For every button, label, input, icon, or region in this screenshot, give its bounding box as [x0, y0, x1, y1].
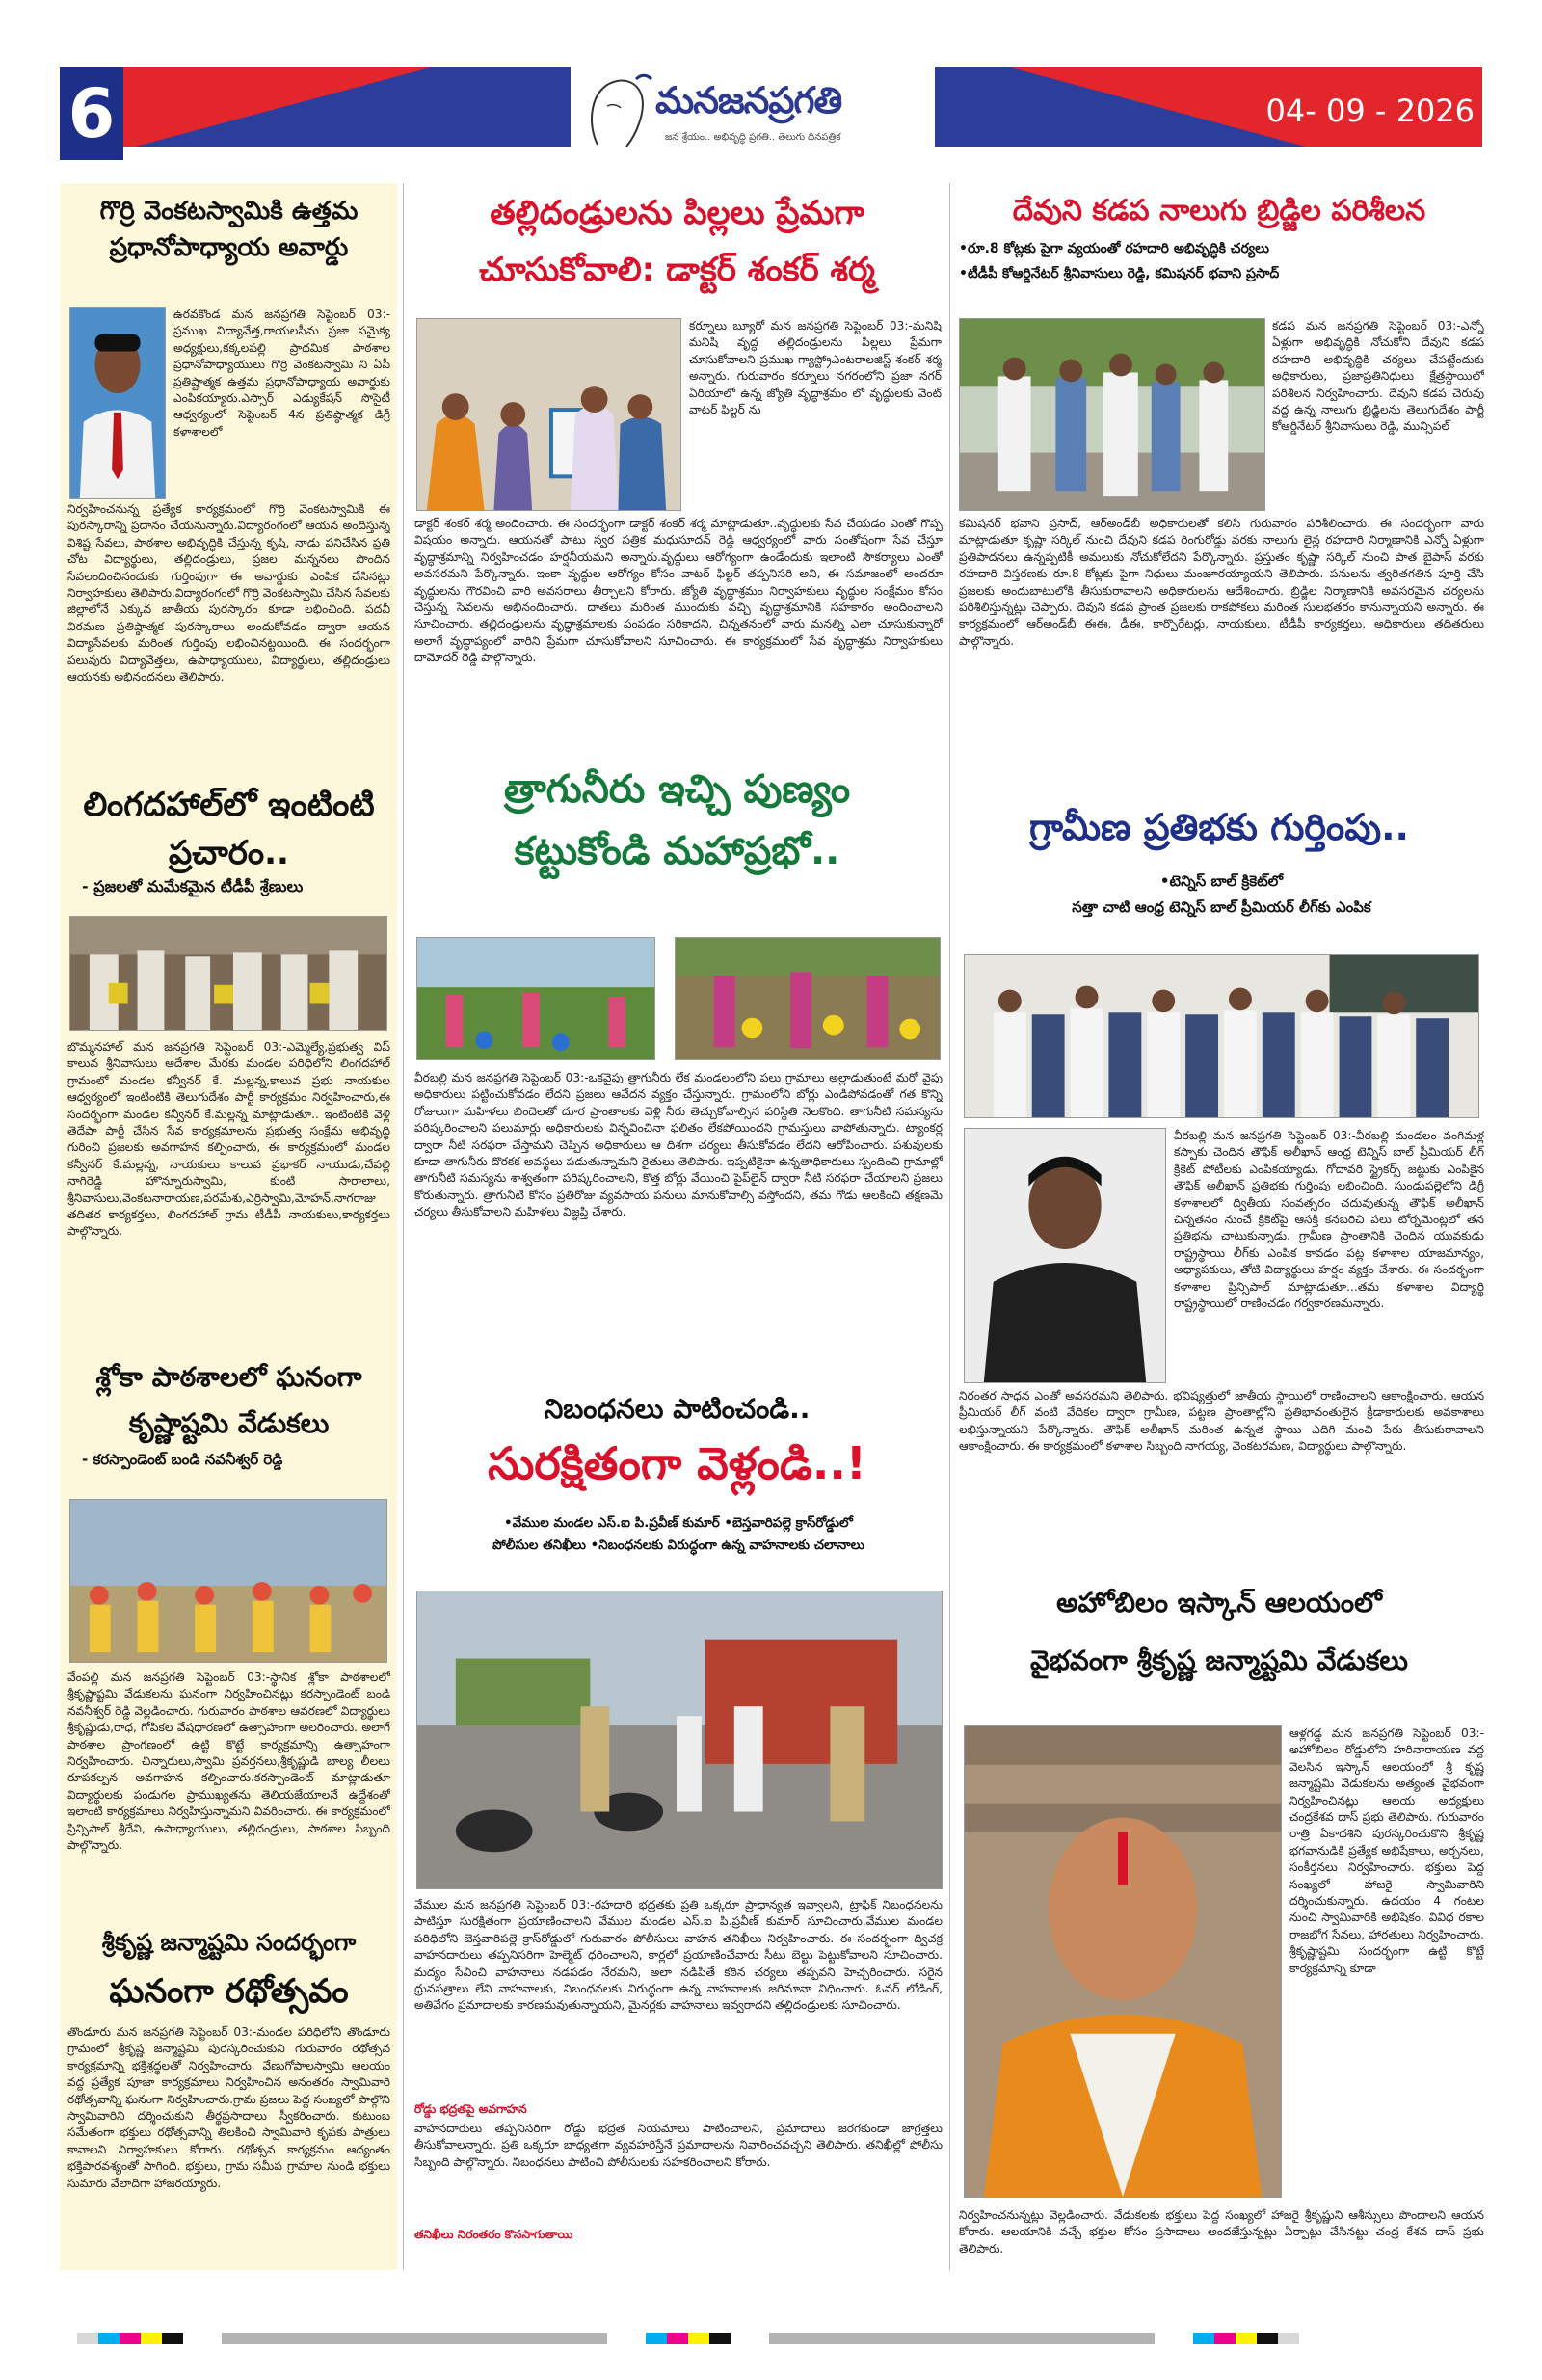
- shloka-subhead: - కరస్పాండెంట్ బండి నవనీశ్వర్ రెడ్డి: [82, 1451, 283, 1468]
- cricket-body-side: వీరబల్లి మన జనప్రగతి సెప్టెంబర్ 03:-వీరబల్లి మండలం వంగిమళ్ల కస్పాకు చెందిన తౌఫిక్ అలీఖాన్ ఆంధ్ర టెన్నిస్ బాల్ ప్రీమియర్ లీగ్ క్రికెట్ పోటీలకు ఎంపికయ్యాడు. గోదావరి స్ట్రైకర్స్ జట్టుకు ఎంపికైన తౌఫిక్ అలీఖాన్ ప్రతిభకు గుర్తింపు లభించింది. సుండుపల్లెలోని డిగ్రీ కళాశాలలో ద్వితీయ సంవత్సరం చదువుతున్న తౌఫిక్ అలీఖాన్ చిన్నతనం నుంచే క్రికెట్‌పై ఆసక్తి కనబరిచి పలు టోర్నమెంట్లలో తన ప్రతిభను చాటుకున్నాడు. గ్రామీణ ప్రాంతానికి చెందిన యువకుడు రాష్ట్రస్థాయి లీగ్‌కు ఎంపిక కావడం పట్ల కళాశాల యాజమాన్యం, అధ్యాపకులు, తోటి విద్యార్థులు హర్షం వ్యక్తం చేశారు. ఈ సందర్భంగా కళాశాల ప్రిన్సిపాల్ మాట్లాడుతూ...తమ కళాశాల విద్యార్థి రాష్ట్రస్థాయిలో రాణించడం గర్వకారణమన్నారు.: [1174, 1129, 1484, 1311]
- issue-date: 04- 09 - 2026: [1265, 93, 1475, 129]
- photo-cricket-group: [964, 954, 1479, 1118]
- rules-bullets-1: •వేముల మండల ఎస్.ఐ పి.ప్రవీణ్ కుమార్ •బెస్తవారిపల్లె క్రాస్‌రోడ్డులో: [504, 1515, 853, 1531]
- water-body: వీరబల్లి మన జనప్రగతి సెప్టెంబర్ 03:-ఒకవైపు త్రాగునీరు లేక మండలంలోని పలు గ్రామాలు అల్లాడుతుంటే మరో వైపు అధికారులు పట్టించుకోవడం లేదని ప్రజలు ఆవేదన వ్యక్తం చేస్తున్నారు. గ్రామంలోని బోర్లు ఎండిపోవడంతో గత కొన్ని రోజులుగా మహిళలు బిందెలతో దూర ప్రాంతాలకు వెళ్లి నీరు తెచ్చుకోవాల్సిన పరిస్థితి నెలకొంది. తాగునీటి సమస్యను పరిష్కరించాలని పలుమార్లు అధికారులకు విన్నవించినా ఫలితం లేకపోయిందని గ్రామస్తులు వాపోతున్నారు. ట్యాంకర్ల ద్వారా నీటి సరఫరా చేస్తామని చెప్పిన అధికారులు ఆ దిశగా చర్యలు తీసుకోవడం లేదని ఆరోపించారు. పశువులకు కూడా తాగునీరు దొరకక అవస్థలు పడుతున్నామని రైతులు తెలిపారు. ఇప్పటికైనా ఉన్నతాధికారులు స్పందించి గ్రామాల్లో తాగునీటి సమస్యను శాశ్వతంగా పరిష్కరించాలని, కొత్త బోర్లు వేయించి పైప్‌లైన్ ద్వారా నీటి సరఫరా చేయాలని ప్రజలు కోరుతున్నారు. త్రాగునీటి కోసం ప్రతిరోజు వ్యవసాయ పనులు మానుకోవాల్సి వస్తోందని, తమ గోడు ఆలకించి తక్షణమే చర్యలు తీసుకోవాలని మహిళలు విజ్ఞప్తి చేశారు.: [414, 1071, 943, 1219]
- headline-award: గొర్రి వెంకటస్వామికి ఉత్తమ ప్రధానోపాధ్యాయ అవార్డు: [99, 197, 359, 262]
- lingadahal-body: బొమ్మనహాల్ మన జనప్రగతి సెప్టెంబర్ 03:-ఎమ్మెల్యే,ప్రభుత్వ విప్ కాలువ శ్రీనివాసులు ఆదేశాల మేరకు మండల పరిధిలోని లింగదహాల్ గ్రామంలో మండల కన్వీనర్ కే. మల్లన్న,కాలువ ప్రభు నాయకుల ఆధ్వర్యంలో ఇంటింటికి తెలుగుదేశం పార్టీ కార్యక్రమం నిర్వహించారు,ఈ సందర్భంగా మండల కన్వీనర్ కే.మల్లన్న మాట్లాడుతూ.. ఇంటింటికి వెళ్లి తెదేపా పార్టీ చేసిన సేవ కార్యక్రమాలను ప్రభుత్వ సంక్షేమ అభివృద్ధి గురించి ప్రజలకు అవగాహన కల్పించారు, ఈ కార్యక్రమంలో మండల కన్వీనర్ కే.మల్లన్న, నాయకులు కాలువ ప్రభాకర్ నాయుడు,చేపల్లి నాగిరెడ్డి హొన్నూరుస్వామి, కుంటి సారాలాలు, శ్రీనివాసులు,వెంకటనారాయణ,పరమేశు,ఎర్రిస్వామి,మోహన్,నాగరాజు తదితర కార్యకర్తలు, లింగదహాల్ గ్రామ టీడీపీ నాయకులు,కార్యకర్తలు పాల్గొన్నారు.: [67, 1040, 390, 1239]
- rathotsavam-body: తొండూరు మన జనప్రగతి సెప్టెంబర్ 03:-మండల పరిధిలోని తొండూరు గ్రామంలో శ్రీకృష్ణ జన్మాష్టమి పురస్కరించుకుని గురువారం రథోత్సవ కార్యక్రమాన్ని భక్తిశ్రద్ధలతో నిర్వహించారు. వేణుగోపాలస్వామి ఆలయం వద్ద ప్రత్యేక పూజా కార్యక్రమాలు నిర్వహించిన అనంతరం స్వామివారి రథోత్సవాన్ని ఘనంగా నిర్వహించారు.గ్రామ ప్రజలు పెద్ద సంఖ్యలో పాల్గొని స్వామివారిని దర్శించుకుని తీర్థప్రసాదాలు స్వీకరించారు. కుటుంబ సమేతంగా భక్తులు రథోత్సవాన్ని తిలకించి స్వామివారి కృపకు పాత్రులు కావాలని నిర్వాహకులు కోరారు. రథోత్సవ కార్యక్రమం ఆద్యంతం భక్తిపారవశ్యంతో సాగింది. భక్తులు, గ్రామ సమీప గ్రామాల నుండి భక్తులు సుమారు వేలాదిగా హాజరయ్యారు.: [67, 2025, 390, 2190]
- photo-water-left: [416, 937, 655, 1060]
- masthead-tagline: జన శ్రేయం.. అభివృద్ధి ప్రగతి.. తెలుగు దినపత్రిక: [665, 132, 841, 143]
- masthead-band-left: [60, 67, 571, 147]
- photo-old-age-home: [416, 318, 681, 511]
- print-registration-bar: [39, 2333, 1503, 2344]
- headline-rathotsavam-1: శ్రీకృష్ణ జన్మాష్టమి సందర్భంగా: [101, 1929, 357, 1956]
- headline-water-2: కట్టుకోండి మహాప్రభో..: [514, 829, 840, 873]
- headline-shloka: శ్లోకా పాఠశాలలో ఘనంగా కృష్ణాష్టమి వేడుకలు: [95, 1361, 362, 1439]
- headline-iskcon-1: అహోబిలం ఇస్కాన్ ఆలయంలో: [1056, 1587, 1382, 1618]
- photo-police-checking: [416, 1591, 943, 1889]
- headline-rathotsavam-2: ఘనంగా రథోత్సవం: [109, 1972, 349, 2011]
- award-body: నిర్వహించనున్న ప్రత్యేక కార్యక్రమంలో గొర్రి వెంకటస్వామికి ఈ పురస్కారాన్ని ప్రదానం చేయనున్నారు.విద్యారంగంలో ఆయన అందిస్తున్న విశిష్ట సేవలు, పాఠశాల అభివృద్ధికి చేస్తున్న కృషి, నాడు పనిచేసిన ప్రతి చోట విద్యార్థులు, తల్లిదండ్రులు, ప్రజల మన్ననలు పొందిన సేవలందించినందుకు గుర్తింపుగా ఈ అవార్డుకు ఎంపిక చేసినట్లు నిర్వాహకులు తెలిపారు.విద్యారంగంలో గొర్రి వెంకటస్వామి చేసిన సేవలకు జిల్లాలోనే ఎక్కువ జాతీయ పురస్కారం కూడా లభించింది. పదవీ విరమణ ప్రతిష్ఠాత్మక పురస్కారాలు అందుకోవడం ద్వారా ఆయన విద్యాసేవలకు మరింత గుర్తింపు లభించినట్టయింది. ఈ సందర్భంగా పలువురు విద్యావేత్తలు, ఉపాధ్యాయులు, విద్యార్థులు, తల్లిదండ్రులు ఆయనకు అభినందనలు తెలిపారు.: [67, 502, 390, 684]
- photo-campaign: [69, 916, 387, 1031]
- page-number: 6: [60, 67, 123, 160]
- headline-cricket: గ్రామీణ ప్రతిభకు గుర్తింపు..: [1029, 806, 1409, 848]
- bridges-body-side: కడప మన జనప్రగతి సెప్టెంబర్ 03:-ఎన్నో ఏళ్లుగా అభివృద్ధికి నోచుకోని దేవుని కడప రహదారి అభివృద్ధికి చర్యలు చేపట్టేందుకు అధికారులు, ప్రజాప్రతినిధులు క్షేత్రస్థాయిలో పరిశీలన నిర్వహించారు. దేవుని కడప చెరువు వద్ద ఉన్న నాలుగు బ్రిడ్జిలను తెలుగుదేశం పార్టీ కోఆర్డినేటర్ శ్రీనివాసులు రెడ్డి, మున్సిపల్: [1272, 319, 1484, 434]
- bridges-bullet-1: •రూ.8 కోట్లకు పైగా వ్యయంతో రహదారి అభివృద్ధికి చర్యలు: [959, 241, 1269, 256]
- rules-bullets-2: పోలీసుల తనిఖీలు •నిబంధనలకు విరుద్ధంగా ఉన్న వాహనాలకు చలానాలు: [492, 1538, 864, 1553]
- column-rule-1: [403, 183, 404, 2270]
- bridges-bullet-2: •టీడీపీ కోఆర్డినేటర్ శ్రీనివాసులు రెడ్డి, కమిషనర్ భవాని ప్రసాద్: [959, 266, 1280, 281]
- headline-bridges: దేవుని కడప నాలుగు బ్రిడ్జిల పరిశీలన: [1012, 194, 1426, 227]
- photo-venkataswamy: [69, 307, 166, 499]
- parents-body-side: కర్నూలు బ్యూరో మన జనప్రగతి సెప్టెంబర్ 03:-మనిషి మనిషి వృద్ధ తల్లిదండ్రులను పిల్లలు ప్రేమగా చూసుకోవాలని ప్రముఖ గ్యాస్ట్రోఎంటరాలజిస్ట్ శంకర్ శర్మ అన్నారు. గురువారం కర్నూలు నగరంలోని ప్రజా నగర్ ఏరియాలో ఉన్న జ్యోతి వృద్ధాశ్రమం లో వృద్ధులకు వెంట్ వాటర్ ఫిల్టర్ ను: [689, 319, 942, 417]
- iskcon-body-side: ఆళ్లగడ్డ మన జనప్రగతి సెప్టెంబర్ 03:-అహోబిలం రోడ్డులోని హరినారాయణ వద్ద వెలసిన ఇస్కాన్ ఆలయంలో శ్రీ కృష్ణ జన్మాష్టమి వేడుకలను అత్యంత వైభవంగా నిర్వహించినట్లు ఆలయ అధ్యక్షులు చంద్రకేశవ దాస్ ప్రభు తెలిపారు. గురువారం రాత్రి ఏకాదశిని పురస్కరించుకొని శ్రీకృష్ణ భగవానుడికి ప్రత్యేక అభిషేకాలు, అర్చనలు, సంకీర్తనలు నిర్వహించారు. భక్తులు పెద్ద సంఖ్యలో హాజరై స్వామివారిని దర్శించుకున్నారు. ఉదయం 4 గంటల నుంచి స్వామివారికి అభిషేకం, వివిధ రకాల రాజభోగ సేవలు, హారతులు నిర్వహించారు. శ్రీకృష్ణాష్టమి సందర్భంగా ఉట్టి కొట్టే కార్యక్రమాన్ని కూడా: [1289, 1726, 1484, 1975]
- headline-parents-1: తల్లిదండ్రులను పిల్లలు ప్రేమగా: [490, 194, 864, 232]
- headline-rules-1: నిబంధనలు పాటించండి..: [544, 1393, 811, 1425]
- photo-bridge-inspection: [959, 318, 1265, 511]
- bridges-body: కమిషనర్ భవాని ప్రసాద్, ఆర్‌అండ్‌బీ అధికారులతో కలిసి గురువారం పరిశీలించారు. ఈ సందర్భంగా వారు మాట్లాడుతూ కృష్ణా సర్కిల్ నుంచి దేవుని కడప రింగురోడ్డు వరకు నాలుగు లైన్ల రహదారి నిర్మాణానికి ఎన్నో ఏళ్లుగా ప్రతిపాదనలు ఉన్నప్పటికీ అమలుకు నోచుకోలేదని పేర్కొన్నారు. ప్రస్తుతం కృష్ణా సర్కిల్ నుంచి పాత బైపాస్ వరకు రహదారి విస్తరణకు రూ.8 కోట్లకు పైగా నిధులు మంజూరయ్యాయని తెలిపారు. పనులను త్వరితగతిన పూర్తి చేసి ప్రజలకు అందుబాటులోకి తీసుకురావాలని అధికారులను ఆదేశించారు. బ్రిడ్జిల నిర్మాణానికి అవసరమైన చర్యలను పరిశీలిస్తున్నట్లు చెప్పారు. దేవుని కడప ప్రాంత ప్రజలకు రాకపోకలు మరింత సులభతరం కానున్నాయని అన్నారు. ఈ కార్యక్రమంలో ఆర్‌అండ్‌బీ ఈఈ, డీఈ, కార్పొరేటర్లు, నాయకులు, టీడీపీ కార్యకర్తలు, అధికారులు తదితరులు పాల్గొన్నారు.: [959, 517, 1484, 648]
- rules-body-2: వాహనదారులు తప్పనిసరిగా రోడ్డు భద్రత నియమాలు పాటించాలని, ప్రమాదాలు జరగకుండా జాగ్రత్తలు తీసుకోవాలన్నారు. ప్రతి ఒక్కరూ బాధ్యతగా వ్యవహరిస్తేనే ప్రమాదాలను నివారించవచ్చని తెలిపారు. తనిఖీల్లో పోలీసు సిబ్బంది పాల్గొన్నారు. నిబంధనలు పాటించి పోలీసులకు సహకరించాలని కోరారు.: [414, 2122, 943, 2169]
- parents-body: డాక్టర్ శంకర్ శర్మ అందించారు. ఈ సందర్భంగా డాక్టర్ శంకర్ శర్మ మాట్లాడుతూ..వృద్ధులకు సేవ చేయడం ఎంతో గొప్ప విషయం అన్నారు. ఆయనతో పాటు స్వర పత్రిక మధుసూదన్ రెడ్డి ఆధ్వర్యంలో వారు సంతోషంగా సేవ చేస్తూ వృద్ధాశ్రమాన్ని నిర్వహించడం హర్షనీయమని అన్నారు.వృద్ధులు ఆరోగ్యంగా ఉండేందుకు ఇలాంటి సౌకర్యాలు ఎంతో అవసరమని పేర్కొన్నారు. ఇంకా వృద్ధుల ఆరోగ్యం కోసం వాటర్ ఫిల్టర్ తప్పనిసరి అని, ఈ సమాజంలో అందరూ వృద్ధులను గౌరవించి వారి అవసరాలు తీర్చాలని కోరారు. జ్యోతి వృద్ధాశ్రమం నిర్వాహకులు వృద్ధుల సంక్షేమం కోసం చేస్తున్న సేవలను అభినందించారు. దాతలు మరింత ముందుకు వచ్చి వృద్ధాశ్రమానికి సహకారం అందించాలని సూచించారు. తల్లిదండ్రులను వృద్ధాశ్రమాలకు పంపడం సరికాదని, చిన్నతనంలో వారు మనల్ని ఎలా చూసుకున్నారో అలాగే వృద్ధాప్యంలో వారిని ప్రేమగా చూసుకోవాలని సూచించారు. ఈ కార్యక్రమంలో సేవ వృద్ధాశ్రమ నిర్వాహకులు దామోదర్ రెడ్డి పాల్గొన్నారు.: [414, 517, 943, 665]
- award-body-side: ఉరవకొండ మన జనప్రగతి సెప్టెంబర్ 03:-ప్రముఖ విద్యావేత్త,రాయలసీమ ప్రజా సమైక్య అధ్యక్షులు,కక్కలపల్లి ప్రాథమిక పాఠశాల ప్రధానోపాధ్యాయులు గొర్రి వెంకటస్వామి ని ఏపీ ప్రతిష్టాత్మక ఉత్తమ ప్రధానోపాధ్యాయ అవార్డుకు ఎంపికయ్యారు.ఎస్సార్ ఎడ్యుకేషన్ సొసైటీ ఆధ్వర్యంలో సెప్టెంబర్ 4న ప్రతిష్ఠాత్మక డిగ్రీ కళాశాలలో: [173, 308, 390, 439]
- rules-highlight-2: తనిఖీలు నిరంతరం కొనసాగుతాయి: [414, 2228, 573, 2241]
- column-rule-2: [949, 183, 950, 2270]
- iskcon-body: నిర్వహించనున్నట్లు వెల్లడించారు. వేడుకలకు భక్తులు పెద్ద సంఖ్యలో హాజరై శ్రీకృష్ణుని ఆశీస్సులు పొందాలని ఆయన కోరారు. ఆలయానికి వచ్చే భక్తుల కోసం ప్రసాదాలు అందజేస్తున్నట్లు ఏర్పాట్లు చేసినట్టు చంద్ర కేశవ దాస్ ప్రభు తెలిపారు.: [959, 2208, 1484, 2256]
- cricket-body: నిరంతర సాధన ఎంతో అవసరమని తెలిపారు. భవిష్యత్తులో జాతీయ స్థాయిలో రాణించాలని ఆకాంక్షించారు. ఆయన ప్రీమియర్ లీగ్ వంటి వేదికల ద్వారా గ్రామీణ, పట్టణ ప్రాంతాల్లోని ప్రతిభావంతులైన క్రీడాకారులకు అవకాశాలు లభిస్తున్నాయని పేర్కొన్నారు. తౌఫిక్ అలీఖాన్ మరింత ఉన్నత స్థాయి ఎదిగి మంచి పేరు తీసుకురావాలని ఆకాంక్షించారు. ఈ కార్యక్రమంలో కళాశాల సిబ్బంది నాగయ్య, వెంకటరమణ, విద్యార్థులు పాల్గొన్నారు.: [959, 1389, 1484, 1454]
- cricket-bullet: •టెన్నిస్ బాల్ క్రికెట్‌లో: [1159, 872, 1284, 890]
- cricket-subhead: సత్తా చాటి ఆంధ్ర టెన్నిస్ బాల్ ప్రీమియర్ లీగ్‌కు ఎంపిక: [1072, 898, 1371, 916]
- photo-krishnashtami-school: [69, 1499, 387, 1663]
- photo-taufiq-alikhan: [964, 1128, 1166, 1383]
- lingadahal-subhead: - ప్రజలతో మమేకమైన టీడీపీ శ్రేణులు: [82, 877, 304, 896]
- headline-lingadahal: లింగదహాల్‌లో ఇంటింటి ప్రచారం..: [83, 786, 375, 872]
- headline-iskcon-2: వైభవంగా శ్రీకృష్ణ జన్మాష్టమి వేడుకలు: [1030, 1645, 1408, 1676]
- rules-highlight-1: రోడ్డు భద్రతపై అవగాహన: [414, 2102, 527, 2116]
- masthead-title: మనజనప్రగతి: [655, 79, 842, 121]
- photo-water-right: [675, 937, 941, 1060]
- shloka-body: వేంపల్లి మన జనప్రగతి సెప్టెంబర్ 03:-స్థానిక శ్లోకా పాఠశాలలో శ్రీకృష్ణాష్టమి వేడుకలను ఘనంగా నిర్వహించినట్లు కరస్పాండెంట్ బండి నవనీశ్వర్ రెడ్డి వెల్లడించారు. గురువారం పాఠశాల ఆవరణలో విద్యార్థులు శ్రీకృష్ణుడు,రాధ, గోపికల వేషధారణలో ఉత్సాహంగా అలరించారు. అలాగే పాఠశాల ప్రాంగణంలో ఉట్టి కొట్టే కార్యక్రమాన్ని ఉత్సాహంగా నిర్వహించారు. చిన్నారులు,స్వామి ప్రవర్తనలు,శ్రీకృష్ణుడి బాల్య లీలలు రూపకల్పన అవగాహన కల్పించారు.కరస్పాండెంట్ మాట్లాడుతూ విద్యార్థులకు పండుగల ప్రాముఖ్యతను తెలియజేయాలనే ఉద్దేశంతో ఇలాంటి కార్యక్రమాలు నిర్వహిస్తున్నామని వివరించారు. ఈ కార్యక్రమంలో ప్రిన్సిపాల్ శ్రీదేవి, ఉపాధ్యాయులు, తల్లిదండ్రులు, పాఠశాల సిబ్బంది పాల్గొన్నారు.: [67, 1671, 390, 1853]
- headline-parents-2: చూసుకోవాలి: డాక్టర్ శంకర్ శర్మ: [479, 251, 875, 289]
- headline-water-1: త్రాగునీరు ఇచ్చి పుణ్యం: [503, 767, 851, 812]
- photo-chandrakesava-das: [964, 1725, 1282, 2198]
- rules-body: వేముల మన జనప్రగతి సెప్టెంబర్ 03:-రహదారి భద్రతకు ప్రతి ఒక్కరూ ప్రాధాన్యత ఇవ్వాలని, ట్రాఫిక్ నిబంధనలను పాటిస్తూ సురక్షితంగా ప్రయాణించాలని వేముల మండల ఎస్.ఐ పి.ప్రవీణ్ కుమార్ సూచించారు.వేముల మండల పరిధిలోని బెస్తవారిపల్లె క్రాస్‌రోడ్డులో గురువారం పోలీసులు వాహన తనిఖీలు నిర్వహించారు. ఈ సందర్భంగా ద్విచక్ర వాహనదారులు తప్పనిసరిగా హెల్మెట్ ధరించాలని, కార్లలో ప్రయాణించేవారు సీటు బెల్టు పెట్టుకోవాలని సూచించారు. మద్యం సేవించి వాహనాలు నడపడం నేరమని, అలా నడిపితే కఠిన చర్యలు తప్పవని హెచ్చరించారు. సరైన ధ్రువపత్రాలు లేని వాహనాలకు, నిబంధనలకు విరుద్ధంగా ఉన్న వాహనాలకు జరిమానా విధించారు. ఓవర్ లోడింగ్, అతివేగం ప్రమాదాలకు కారణమవుతున్నాయని, మైనర్లకు వాహనాలు ఇవ్వరాదని తల్లిదండ్రులకు సూచించారు.: [414, 1898, 943, 2013]
- headline-rules-2: సురక్షితంగా వెళ్లండి..!: [488, 1437, 866, 1489]
